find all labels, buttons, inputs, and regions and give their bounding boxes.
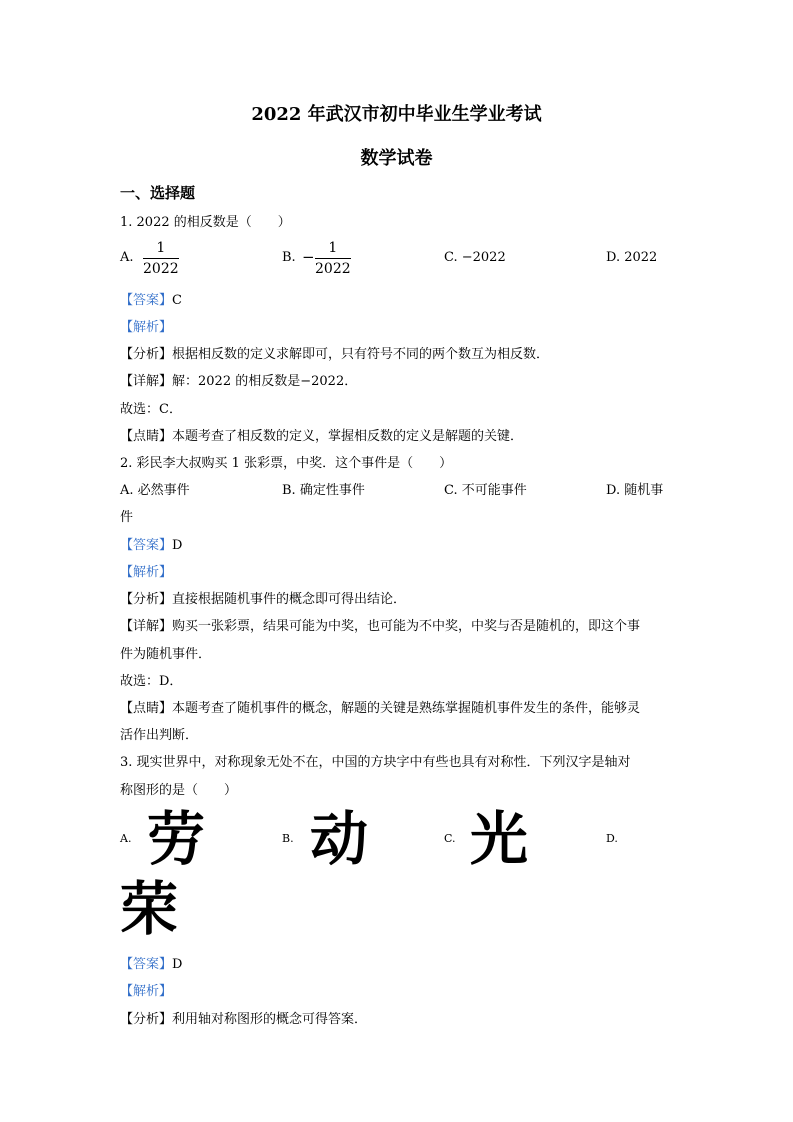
q3-answer-value: D [172, 957, 183, 972]
page-title: 2022 年武汉市初中毕业生学业考试 [251, 104, 542, 125]
q1-xiangjie [120, 370, 357, 389]
q2-xiangjie-line1 [120, 615, 640, 634]
xiangjie-tag: 【详解】 [120, 374, 173, 389]
q1-option-a-denominator: 2022 [143, 261, 179, 277]
q2-analysis-tag [120, 561, 172, 580]
q1-answer [120, 289, 182, 308]
q3-fenxi-text: 利用轴对称图形的概念可得答案． [172, 1012, 368, 1027]
q1-option-a-numerator: 1 [156, 240, 166, 256]
q3-option-b-label: B. [282, 832, 294, 845]
fraction-bar [315, 258, 351, 259]
q2-xiangjie-text1: 购买一张彩票，结果可能为中奖，也可能为不中奖，中奖与否是随机的，即这个事 [172, 619, 641, 634]
q2-answer-value: D [172, 538, 183, 553]
q3-stem-line2: 称图形的是（ ） [120, 783, 238, 798]
q1-dianjing-text: 本题考查了相反数的定义，掌握相反数的定义是解题的关键． [172, 429, 524, 444]
xiangjie-tag: 【详解】 [120, 619, 173, 634]
q1-option-b-sign: − [302, 248, 315, 266]
analysis-tag: 【解析】 [120, 320, 173, 335]
q2-dianjing-line1 [120, 697, 640, 716]
q1-option-d: D. 2022 [606, 250, 658, 265]
q3-option-d-label: D. [606, 832, 618, 845]
q2-option-d-continued: 件 [120, 510, 134, 525]
q3-answer [120, 953, 182, 972]
dianjing-tag: 【点睛】 [120, 429, 173, 444]
q1-fenxi [120, 343, 549, 362]
fenxi-tag: 【分析】 [120, 592, 173, 607]
q3-fenxi [120, 1008, 367, 1027]
fenxi-tag: 【分析】 [120, 1012, 173, 1027]
q2-fenxi [120, 588, 406, 607]
q2-dianjing-line2: 活作出判断． [120, 728, 199, 743]
answer-tag: 【答案】 [120, 957, 173, 972]
q2-answer [120, 534, 182, 553]
q1-option-a-label: A. [120, 250, 134, 265]
dianjing-tag: 【点睛】 [120, 701, 173, 716]
answer-tag: 【答案】 [120, 293, 173, 308]
q1-option-b-label: B. [282, 250, 296, 265]
q1-answer-value: C [172, 293, 182, 308]
q1-stem: 1. 2022 的相反数是（ ） [120, 215, 291, 230]
q3-analysis-tag [120, 980, 172, 999]
q2-stem: 2. 彩民李大叔购买 1 张彩票，中奖．这个事件是（ ） [120, 456, 453, 471]
section-heading: 一、选择题 [120, 184, 196, 202]
q1-option-b-numerator: 1 [328, 240, 338, 256]
page-subtitle: 数学试卷 [360, 148, 433, 169]
q2-option-d: D. 随机事 [606, 483, 664, 498]
q2-xiangjie-line2: 件为随机事件． [120, 647, 212, 662]
q3-option-c-char: 光 [470, 805, 529, 873]
analysis-tag: 【解析】 [120, 565, 173, 580]
q3-option-a-char: 劳 [147, 805, 206, 873]
q2-option-b: B. 确定性事件 [282, 483, 365, 498]
fraction-bar [143, 258, 179, 259]
q1-analysis-tag [120, 316, 172, 335]
q1-option-c: C. −2022 [444, 250, 506, 265]
analysis-tag: 【解析】 [120, 984, 173, 999]
q1-dianjing [120, 425, 523, 444]
q3-option-d-char: 荣 [120, 875, 179, 943]
q2-option-c: C. 不可能事件 [444, 483, 527, 498]
q2-guxuan: 故选：D． [120, 674, 183, 689]
fenxi-tag: 【分析】 [120, 347, 173, 362]
q1-fenxi-text: 根据相反数的定义求解即可，只有符号不同的两个数互为相反数． [172, 347, 550, 362]
q2-dianjing-text1: 本题考查了随机事件的概念，解题的关键是熟练掌握随机事件发生的条件，能够灵 [172, 701, 641, 716]
q2-fenxi-text: 直接根据随机事件的概念即可得出结论． [172, 592, 407, 607]
q3-option-c-label: C. [444, 832, 456, 845]
q1-option-b-denominator: 2022 [315, 261, 351, 277]
answer-tag: 【答案】 [120, 538, 173, 553]
q2-option-a: A. 必然事件 [120, 483, 190, 498]
q3-option-a-label: A. [120, 832, 132, 845]
q1-option-b-fraction [315, 240, 351, 277]
q1-xiangjie-text: 解：2022 的相反数是−2022． [172, 374, 358, 389]
q1-guxuan: 故选：C． [120, 402, 182, 417]
q1-option-a-fraction [143, 240, 179, 277]
q3-option-b-char: 动 [310, 805, 369, 873]
q3-stem-line1: 3. 现实世界中，对称现象无处不在，中国的方块字中有些也具有对称性．下列汉字是轴对 [120, 755, 631, 770]
